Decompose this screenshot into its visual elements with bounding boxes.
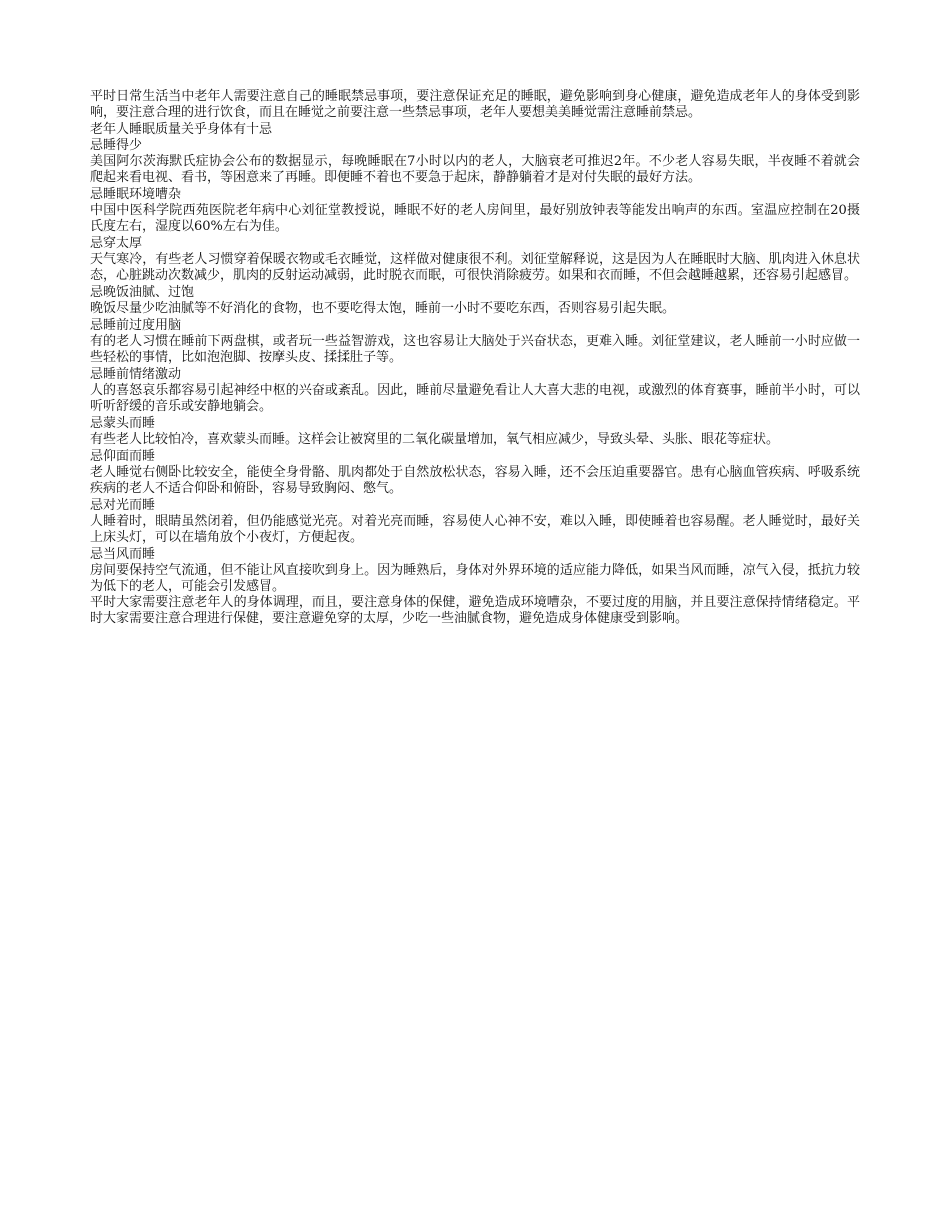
section-body: 房间要保持空气流通，但不能让风直接吹到身上。因为睡熟后，身体对外界环境的适应能力降低，如果当风而睡，凉气入侵，抵抗力较为低下的老人，可能会引发感冒。: [90, 563, 860, 594]
conclusion-paragraph: 平时大家需要注意老年人的身体调理，而且，要注意身体的保健，避免造成环境嘈杂，不要过度的用脑，并且要注意保持情绪稳定。平时大家需要注意合理进行保健，要注意避免穿的太厚，少吃一些油腻食物，避免造成身体健康受到影响。: [90, 595, 860, 626]
section-heading: 忌蒙头而睡: [90, 416, 156, 431]
section-heading: 忌对光而睡: [90, 498, 156, 513]
main-heading: 老年人睡眠质量关乎身体有十忌: [90, 122, 273, 137]
section-body: 中国中医科学院西苑医院老年病中心刘征堂教授说，睡眠不好的老人房间里，最好别放钟表等能发出响声的东西。室温应控制在20摄氏度左右，湿度以60%左右为佳。: [90, 203, 860, 234]
section-body: 有的老人习惯在睡前下两盘棋，或者玩一些益智游戏，这也容易让大脑处于兴奋状态，更难入睡。刘征堂建议，老人睡前一小时应做一些轻松的事情，比如泡泡脚、按摩头皮、揉揉肚子等。: [90, 334, 860, 365]
section-body: 老人睡觉右侧卧比较安全，能使全身骨骼、肌肉都处于自然放松状态，容易入睡，还不会压迫重要器官。患有心脑血管疾病、呼吸系统疾病的老人不适合仰卧和俯卧，容易导致胸闷、憋气。: [90, 465, 860, 496]
section-heading: 忌睡眠环境嘈杂: [90, 187, 182, 202]
section-body: 有些老人比较怕冷，喜欢蒙头而睡。这样会让被窝里的二氧化碳量增加，氧气相应减少，导致头晕、头胀、眼花等症状。: [90, 432, 780, 447]
section-body: 人的喜怒哀乐都容易引起神经中枢的兴奋或紊乱。因此，睡前尽量避免看让人大喜大悲的电视，或激烈的体育赛事，睡前半小时，可以听听舒缓的音乐或安静地躺会。: [90, 383, 860, 414]
section-heading: 忌睡前情绪激动: [90, 367, 182, 382]
section-body: 美国阿尔茨海默氏症协会公布的数据显示，每晚睡眠在7小时以内的老人，大脑衰老可推迟2年。不少老人容易失眠，半夜睡不着就会爬起来看电视、看书，等困意来了再睡。即便睡不着也不要急于起床，静静躺着才是对付失眠的最好方法。: [90, 154, 860, 185]
section-body: 天气寒冷，有些老人习惯穿着保暖衣物或毛衣睡觉，这样做对健康很不利。刘征堂解释说，这是因为人在睡眠时大脑、肌肉进入休息状态，心脏跳动次数减少，肌肉的反射运动减弱，此时脱衣而眠，可很快消除疲劳。如果和衣而睡，不但会越睡越累，还容易引起感冒。: [90, 252, 860, 283]
section-heading: 忌晚饭油腻、过饱: [90, 285, 195, 300]
section-body: 人睡着时，眼睛虽然闭着，但仍能感觉光亮。对着光亮而睡，容易使人心神不安，难以入睡，即使睡着也容易醒。老人睡觉时，最好关上床头灯，可以在墙角放个小夜灯，方便起夜。: [90, 514, 860, 545]
section-heading: 忌穿太厚: [90, 236, 143, 251]
article: [90, 89, 860, 627]
section-heading: 忌睡得少: [90, 138, 143, 153]
section-heading: 忌仰面而睡: [90, 449, 156, 464]
section-body: 晚饭尽量少吃油腻等不好消化的食物，也不要吃得太饱，睡前一小时不要吃东西，否则容易引起失眠。: [90, 301, 676, 316]
section-heading: 忌当风而睡: [90, 547, 156, 562]
section-heading: 忌睡前过度用脑: [90, 318, 182, 333]
intro-paragraph: 平时日常生活当中老年人需要注意自己的睡眠禁忌事项，要注意保证充足的睡眠，避免影响到身心健康，避免造成老年人的身体受到影响，要注意合理的进行饮食，而且在睡觉之前要注意一些禁忌事项，老年人要想美美睡觉需注意睡前禁忌。: [90, 89, 860, 120]
